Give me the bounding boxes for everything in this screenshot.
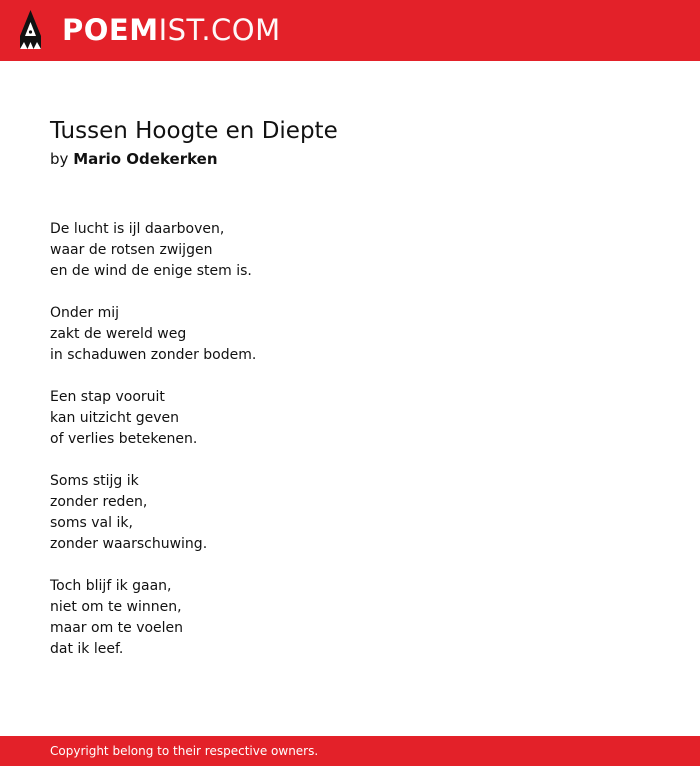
poem-line: zonder waarschuwing. <box>50 536 208 552</box>
poem-line: zonder reden, <box>50 494 148 510</box>
stanza <box>50 387 650 450</box>
poem-line: maar om te voelen <box>50 620 184 636</box>
poem-line: in schaduwen zonder bodem. <box>50 347 257 363</box>
poem-line: De lucht is ijl daarboven, <box>50 221 225 237</box>
stanza <box>50 303 650 366</box>
poem-line: dat ik leef. <box>50 641 124 657</box>
poem-line: of verlies betekenen. <box>50 431 198 447</box>
stanza <box>50 576 650 660</box>
poem-line: Een stap vooruit <box>50 389 165 405</box>
pen-nib-icon <box>17 9 44 52</box>
site-footer <box>0 736 700 766</box>
byline <box>50 148 218 170</box>
poem-line: soms val ik, <box>50 515 133 531</box>
by-label: by <box>50 150 69 168</box>
poem-line: Soms stijg ik <box>50 473 139 489</box>
poem-title: Tussen Hoogte en Diepte <box>50 118 338 144</box>
poem-line: kan uitzicht geven <box>50 410 180 426</box>
poem-line: Onder mij <box>50 305 120 321</box>
copyright-text: Copyright belong to their respective owners. <box>50 744 319 758</box>
site-header <box>0 0 700 61</box>
poem-line: niet om te winnen, <box>50 599 182 615</box>
logo-bold-text: POEM <box>62 13 159 47</box>
stanza <box>50 471 650 555</box>
poem-line: en de wind de enige stem is. <box>50 263 252 279</box>
poem-body <box>50 219 650 681</box>
site-logo-link[interactable] <box>62 12 281 48</box>
poem-line: waar de rotsen zwijgen <box>50 242 213 258</box>
poem-line: Toch blijf ik gaan, <box>50 578 172 594</box>
author-link[interactable]: Mario Odekerken <box>73 150 218 168</box>
logo-light-text: IST.COM <box>158 13 281 47</box>
poem-line: zakt de wereld weg <box>50 326 187 342</box>
stanza <box>50 219 650 282</box>
